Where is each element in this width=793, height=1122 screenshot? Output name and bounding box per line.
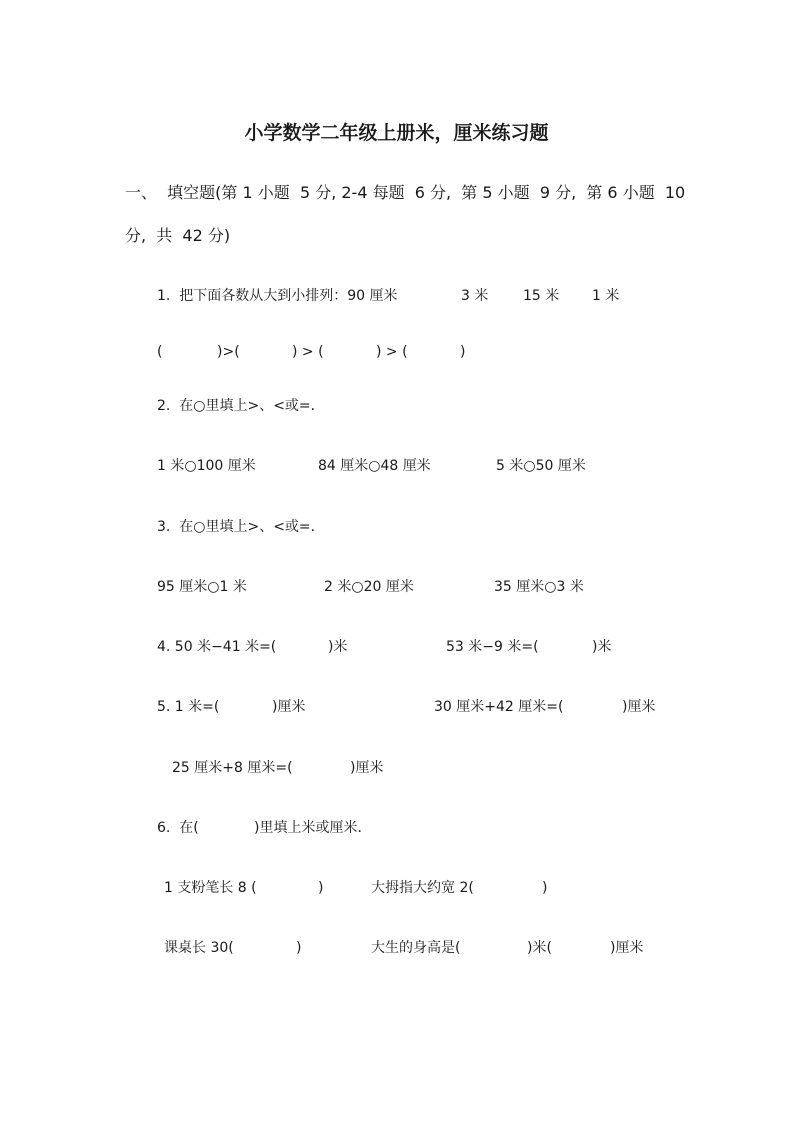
q1-item: 15 米 <box>523 288 560 304</box>
q1-blank-part: )>( <box>217 344 240 360</box>
q6-part: ) <box>542 880 548 896</box>
q1-prompt: 1. 把下面各数从大到小排列：90 厘米 <box>157 288 398 304</box>
q2-item: 84 厘米○48 厘米 <box>318 458 431 474</box>
section-heading-line1: 一、 填空题(第 1 小题 5 分, 2-4 每题 6 分, 第 5 小题 9 分, 第 6 小题 10 <box>125 183 686 202</box>
q1-blank-part: ) > ( <box>376 344 408 360</box>
q3-prompt: 3. 在○里填上>、<或=． <box>157 519 325 535</box>
q6-part: ) <box>296 940 302 956</box>
q5-part: 25 厘米+8 厘米=( <box>172 760 293 776</box>
q6-prompt: )里填上米或厘米． <box>254 820 372 836</box>
q3-item: 35 厘米○3 米 <box>494 579 584 595</box>
q6-prompt: 6. 在( <box>157 820 199 836</box>
q6-part: 大拇指大约宽 2( <box>371 880 474 896</box>
q5-part: )厘米 <box>272 699 306 715</box>
q5-part: )厘米 <box>622 699 656 715</box>
q2-item: 1 米○100 厘米 <box>157 458 256 474</box>
q6-part: 大生的身高是( <box>371 940 461 956</box>
section-heading-line2: 分, 共 42 分) <box>125 226 231 245</box>
q1-blank-part: ) <box>460 344 466 360</box>
page-title: 小学数学二年级上册米，厘米练习题 <box>244 122 549 144</box>
q5-part: 5. 1 米=( <box>157 699 220 715</box>
q2-item: 5 米○50 厘米 <box>496 458 586 474</box>
q5-part: )厘米 <box>350 760 384 776</box>
q4-part: )米 <box>592 639 612 655</box>
q3-item: 95 厘米○1 米 <box>157 579 247 595</box>
q6-part: 1 支粉笔长 8 ( <box>164 880 257 896</box>
q2-prompt: 2. 在○里填上>、<或=． <box>157 398 325 414</box>
q4-part: 53 米−9 米=( <box>446 639 539 655</box>
q6-part: 课桌长 30( <box>164 940 234 956</box>
q4-part: )米 <box>328 639 348 655</box>
q1-blank-part: ) > ( <box>292 344 324 360</box>
q6-part: ) <box>318 880 324 896</box>
q4-part: 4. 50 米−41 米=( <box>157 639 277 655</box>
q1-blank-part: ( <box>157 344 163 360</box>
q6-part: )米( <box>527 940 552 956</box>
q3-item: 2 米○20 厘米 <box>324 579 414 595</box>
q6-part: )厘米 <box>610 940 644 956</box>
q1-item: 3 米 <box>461 288 489 304</box>
q1-item: 1 米 <box>592 288 620 304</box>
q5-part: 30 厘米+42 厘米=( <box>434 699 564 715</box>
